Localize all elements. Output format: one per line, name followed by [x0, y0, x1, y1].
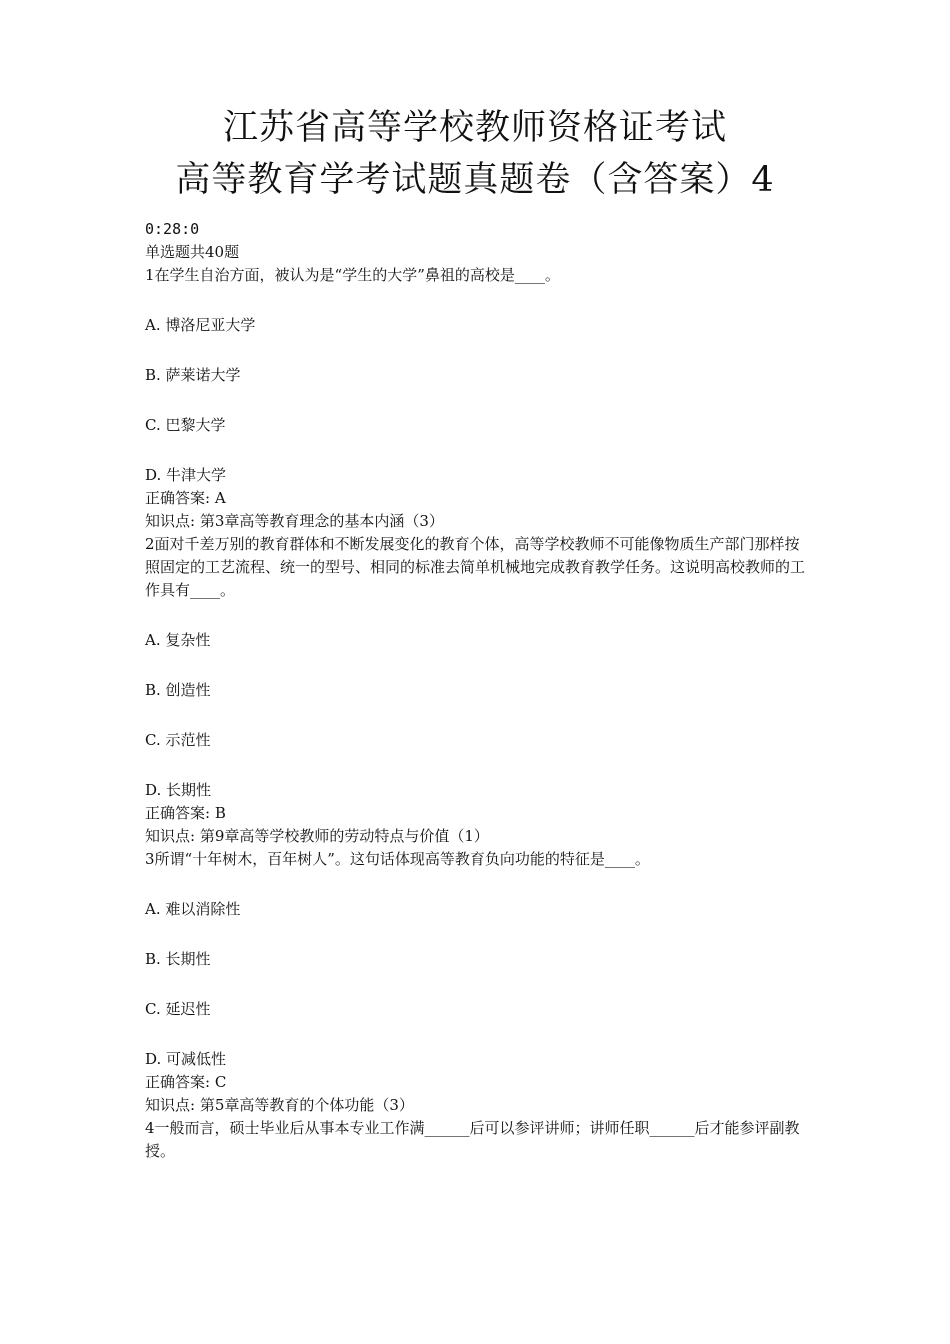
option-a: A. 复杂性	[145, 631, 211, 649]
option-d: D. 可减低性	[145, 1050, 227, 1068]
knowledge-point: 知识点: 第9章高等学校教师的劳动特点与价值（1）	[145, 827, 489, 845]
section-heading: 单选题共40题	[145, 243, 240, 261]
question-stem: 3所谓“十年树木，百年树人”。这句话体现高等教育负向功能的特征是____。	[145, 850, 650, 868]
question-stem: 1在学生自治方面，被认为是“学生的大学”鼻祖的高校是____。	[145, 266, 560, 284]
option-c: C. 延迟性	[145, 1000, 211, 1018]
question-4	[145, 1117, 810, 1163]
option-b: B. 长期性	[145, 950, 211, 968]
option-d: D. 牛津大学	[145, 466, 227, 484]
option-b: B. 萨莱诺大学	[145, 366, 241, 384]
option-a: A. 博洛尼亚大学	[145, 316, 256, 334]
option-d: D. 长期性	[145, 781, 212, 799]
page-title-line-1: 江苏省高等学校教师资格证考试	[222, 108, 727, 148]
page-title-line-2: 高等教育学考试题真题卷（含答案）4	[175, 160, 775, 200]
question-stem: 2面对千差万别的教育群体和不断发展变化的教育个体，高等学校教师不可能像物质生产部门那样按照固定的工艺流程、统一的型号、相同的标准去简单机械地完成教育教学任务。这说明高校教师的工作具有____。	[145, 535, 806, 599]
question-1	[145, 264, 810, 533]
question-2	[145, 533, 810, 848]
knowledge-point: 知识点: 第5章高等教育的个体功能（3）	[145, 1096, 414, 1114]
correct-answer: 正确答案: C	[145, 1073, 227, 1091]
exam-content	[145, 218, 810, 1163]
correct-answer: 正确答案: A	[145, 489, 226, 507]
timer: 0:28:0	[145, 220, 200, 238]
correct-answer: 正确答案: B	[145, 804, 226, 822]
title-block	[0, 102, 950, 206]
option-c: C. 巴黎大学	[145, 416, 226, 434]
option-b: B. 创造性	[145, 681, 211, 699]
question-3	[145, 848, 810, 1117]
knowledge-point: 知识点: 第3章高等教育理念的基本内涵（3）	[145, 512, 444, 530]
option-a: A. 难以消除性	[145, 900, 241, 918]
option-c: C. 示范性	[145, 731, 211, 749]
question-stem: 4一般而言，硕士毕业后从事本专业工作满______后可以参评讲师；讲师任职______后才能参评副教授。	[145, 1119, 800, 1160]
